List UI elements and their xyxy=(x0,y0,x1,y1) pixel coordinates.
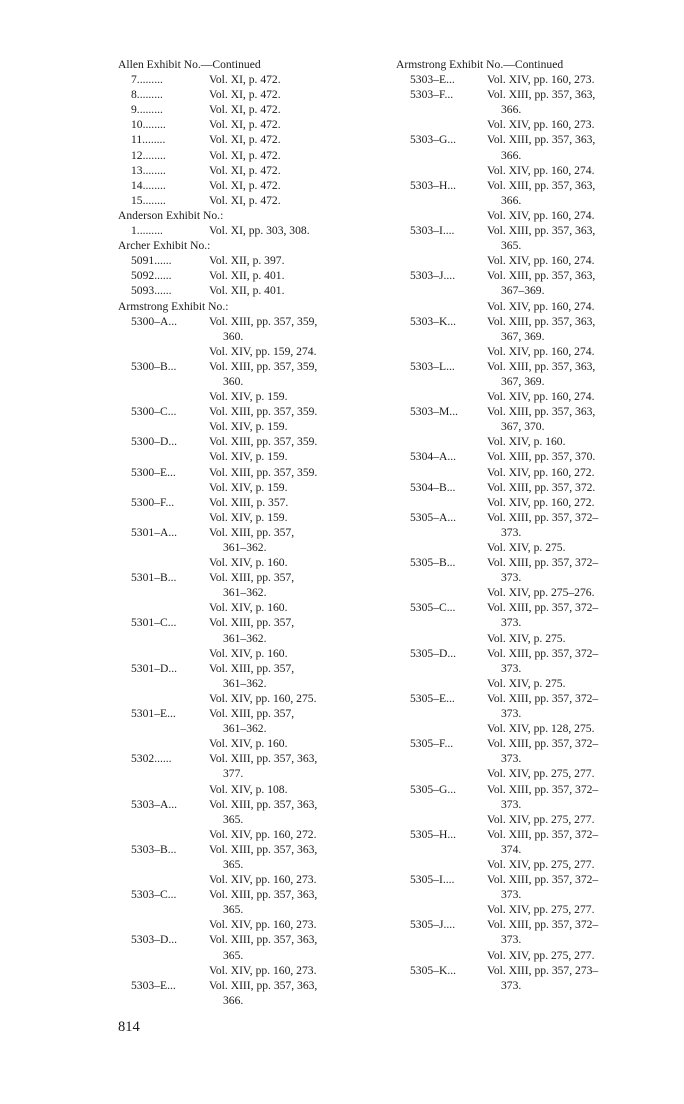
volume-reference: Vol. XIII, pp. 357, 363, xyxy=(209,978,318,992)
volume-reference: 373. xyxy=(501,978,522,992)
index-entry xyxy=(118,223,380,238)
index-entry xyxy=(396,510,666,555)
exhibit-number: 5301–E... xyxy=(131,707,176,721)
volume-references xyxy=(209,72,380,87)
index-entry xyxy=(118,404,380,434)
volume-reference: Vol. XIV, pp. 160, 275. xyxy=(209,691,317,705)
volume-reference: Vol. XIII, pp. 357, 359. xyxy=(209,405,318,419)
volume-reference: Vol. XIV, pp. 160, 273. xyxy=(487,73,595,87)
volume-references xyxy=(209,495,380,525)
index-entry xyxy=(118,193,380,208)
volume-reference: 373. xyxy=(501,616,522,630)
exhibit-number: 5305–G... xyxy=(410,782,457,796)
volume-reference: Vol. XIII, pp. 357, 372. xyxy=(487,480,596,494)
exhibit-number: 5303–D... xyxy=(131,933,178,947)
exhibit-number: 5305–B... xyxy=(410,556,456,570)
volume-reference: 361–362. xyxy=(223,631,267,645)
exhibit-number: 5305–C... xyxy=(410,601,456,615)
index-entry xyxy=(396,449,666,479)
exhibit-number: 15........ xyxy=(131,193,166,207)
exhibit-number: 5302...... xyxy=(131,752,172,766)
exhibit-number: 5091...... xyxy=(131,254,172,268)
volume-references xyxy=(487,782,666,827)
index-entry xyxy=(118,253,380,268)
index-entry xyxy=(118,615,380,660)
volume-reference: Vol. XIV, p. 159. xyxy=(209,450,288,464)
index-entry xyxy=(118,525,380,570)
volume-reference: Vol. XIII, pp. 357, 363, xyxy=(209,797,318,811)
exhibit-number: 5303–E... xyxy=(131,978,176,992)
volume-reference: Vol. XIII, p. 357. xyxy=(209,495,289,509)
volume-reference: Vol. XIII, pp. 357, xyxy=(209,525,295,539)
volume-references xyxy=(209,525,380,570)
index-entry xyxy=(396,132,666,177)
volume-reference: Vol. XIV, p. 160. xyxy=(209,556,288,570)
volume-reference: 367, 369. xyxy=(501,329,545,343)
exhibit-number: 5303–J.... xyxy=(410,269,456,283)
volume-reference: 366. xyxy=(223,993,244,1007)
volume-references xyxy=(487,268,666,313)
volume-reference: 373. xyxy=(501,888,522,902)
exhibit-number: 5305–J.... xyxy=(410,918,456,932)
volume-references xyxy=(209,404,380,434)
volume-reference: 365. xyxy=(223,948,244,962)
index-entry xyxy=(118,314,380,359)
exhibit-number: 5093...... xyxy=(131,284,172,298)
index-heading: Armstrong Exhibit No.: xyxy=(118,299,229,313)
index-entry xyxy=(118,163,380,178)
volume-reference: Vol. XIV, pp. 160, 273. xyxy=(209,918,317,932)
exhibit-number: 5303–M... xyxy=(410,405,458,419)
volume-reference: Vol. XIII, pp. 357, 370. xyxy=(487,450,596,464)
index-entry xyxy=(118,148,380,163)
volume-reference: Vol. XI, p. 472. xyxy=(209,163,281,177)
volume-reference: 367, 369. xyxy=(501,374,545,388)
volume-reference: Vol. XIII, pp. 357, 363, xyxy=(209,842,318,856)
volume-reference: 365. xyxy=(223,812,244,826)
exhibit-number: 1......... xyxy=(131,224,163,238)
index-entry xyxy=(118,132,380,147)
volume-reference: Vol. XIV, pp. 160, 273. xyxy=(209,873,317,887)
volume-reference: Vol. XIV, pp. 160, 272. xyxy=(209,827,317,841)
exhibit-number: 5304–B... xyxy=(410,480,456,494)
volume-reference: Vol. XI, p. 472. xyxy=(209,148,281,162)
volume-references xyxy=(209,102,380,117)
exhibit-number: 5305–F... xyxy=(410,737,454,751)
volume-reference: 373. xyxy=(501,661,522,675)
exhibit-number: 11........ xyxy=(131,133,166,147)
volume-reference: Vol. XI, p. 472. xyxy=(209,73,281,87)
index-entry xyxy=(396,72,666,87)
volume-references xyxy=(487,480,666,510)
exhibit-number: 5301–C... xyxy=(131,616,177,630)
volume-reference: Vol. XIV, pp. 275, 277. xyxy=(487,903,595,917)
exhibit-number: 5300–D... xyxy=(131,435,178,449)
index-entry xyxy=(118,797,380,842)
volume-reference: Vol. XIV, pp. 160, 273. xyxy=(209,963,317,977)
volume-reference: Vol. XIII, pp. 357, 363, xyxy=(487,133,596,147)
volume-reference: Vol. XIII, pp. 357, 363, xyxy=(487,359,596,373)
volume-reference: Vol. XIV, pp. 275–276. xyxy=(487,586,595,600)
volume-references xyxy=(209,434,380,464)
volume-references xyxy=(209,314,380,359)
volume-reference: Vol. XI, p. 472. xyxy=(209,193,281,207)
index-entry xyxy=(396,872,666,917)
page-number: 814 xyxy=(118,1019,140,1035)
volume-reference: Vol. XIV, p. 159. xyxy=(209,480,288,494)
volume-references xyxy=(209,797,380,842)
volume-reference: Vol. XIV, p. 160. xyxy=(209,646,288,660)
index-entry xyxy=(396,691,666,736)
volume-reference: Vol. XIV, p. 160. xyxy=(487,435,566,449)
volume-references xyxy=(209,268,380,283)
volume-references xyxy=(487,510,666,555)
volume-reference: Vol. XIII, pp. 357, 372– xyxy=(487,873,599,887)
volume-references xyxy=(487,314,666,359)
index-entry xyxy=(118,465,380,495)
volume-reference: Vol. XIII, pp. 357, xyxy=(209,616,295,630)
index-entry xyxy=(396,314,666,359)
volume-reference: 367, 370. xyxy=(501,420,545,434)
volume-references xyxy=(487,646,666,691)
volume-references xyxy=(209,359,380,404)
volume-reference: Vol. XIII, pp. 357, 359. xyxy=(209,435,318,449)
exhibit-number: 5305–E... xyxy=(410,691,455,705)
index-entry xyxy=(396,555,666,600)
volume-reference: Vol. XIII, pp. 357, xyxy=(209,661,295,675)
exhibit-number: 5305–D... xyxy=(410,646,457,660)
volume-reference: Vol. XIII, pp. 357, 363, xyxy=(209,933,318,947)
volume-reference: Vol. XIV, pp. 275, 277. xyxy=(487,767,595,781)
exhibit-number: 5300–E... xyxy=(131,465,176,479)
volume-reference: Vol. XIII, pp. 357, 363, xyxy=(487,178,596,192)
volume-reference: 377. xyxy=(223,767,244,781)
volume-reference: Vol. XIII, pp. 357, 372– xyxy=(487,601,599,615)
volume-reference: Vol. XI, p. 472. xyxy=(209,118,281,132)
volume-references xyxy=(487,72,666,87)
volume-reference: 361–362. xyxy=(223,722,267,736)
volume-reference: Vol. XIV, pp. 160, 273. xyxy=(487,118,595,132)
index-entry xyxy=(396,827,666,872)
volume-reference: 373. xyxy=(501,707,522,721)
volume-reference: 374. xyxy=(501,842,522,856)
volume-reference: Vol. XIV, pp. 160, 274. xyxy=(487,208,595,222)
index-entry xyxy=(396,268,666,313)
volume-references xyxy=(209,842,380,887)
volume-reference: Vol. XIII, pp. 357, 359, xyxy=(209,359,318,373)
index-entry xyxy=(396,782,666,827)
volume-reference: 366. xyxy=(501,193,522,207)
exhibit-number: 5301–A... xyxy=(131,525,178,539)
volume-references xyxy=(487,87,666,132)
index-entry xyxy=(118,932,380,977)
volume-reference: Vol. XIII, pp. 357, 372– xyxy=(487,510,599,524)
volume-references xyxy=(487,600,666,645)
volume-reference: Vol. XIII, pp. 357, 372– xyxy=(487,918,599,932)
volume-references xyxy=(209,132,380,147)
index-entry xyxy=(118,661,380,706)
volume-reference: Vol. XIV, pp. 160, 274. xyxy=(487,299,595,313)
volume-reference: 361–362. xyxy=(223,586,267,600)
exhibit-number: 5092...... xyxy=(131,269,172,283)
exhibit-number: 10........ xyxy=(131,118,166,132)
volume-references xyxy=(487,449,666,479)
volume-reference: 360. xyxy=(223,374,244,388)
index-entry xyxy=(118,751,380,796)
exhibit-number: 5303–G... xyxy=(410,133,457,147)
volume-reference: 360. xyxy=(223,329,244,343)
exhibit-number: 5303–F... xyxy=(410,88,454,102)
volume-reference: Vol. XIII, pp. 357, 372– xyxy=(487,827,599,841)
volume-reference: Vol. XII, p. 401. xyxy=(209,284,285,298)
left-index-column xyxy=(118,57,380,1008)
exhibit-number: 8......... xyxy=(131,88,163,102)
volume-reference: Vol. XII, p. 397. xyxy=(209,254,285,268)
volume-references xyxy=(209,87,380,102)
volume-reference: Vol. XIV, pp. 159, 274. xyxy=(209,344,317,358)
volume-references xyxy=(209,163,380,178)
exhibit-number: 5300–B... xyxy=(131,359,177,373)
volume-references xyxy=(487,963,666,993)
volume-reference: Vol. XIV, p. 275. xyxy=(487,631,566,645)
volume-reference: 365. xyxy=(223,903,244,917)
volume-references xyxy=(209,193,380,208)
volume-reference: Vol. XIII, pp. 357, xyxy=(209,571,295,585)
volume-reference: Vol. XIII, pp. 357, 363, xyxy=(487,88,596,102)
index-entry xyxy=(396,917,666,962)
volume-reference: Vol. XI, p. 472. xyxy=(209,178,281,192)
volume-reference: 373. xyxy=(501,571,522,585)
volume-reference: Vol. XIV, pp. 160, 274. xyxy=(487,254,595,268)
exhibit-number: 5300–A... xyxy=(131,314,178,328)
volume-references xyxy=(209,570,380,615)
exhibit-number: 12........ xyxy=(131,148,166,162)
exhibit-number: 5303–K... xyxy=(410,314,457,328)
volume-reference: Vol. XI, p. 472. xyxy=(209,103,281,117)
index-entry xyxy=(396,359,666,404)
exhibit-number: 5305–I.... xyxy=(410,873,455,887)
volume-reference: 361–362. xyxy=(223,541,267,554)
exhibit-number: 5300–F... xyxy=(131,495,175,509)
exhibit-number: 5301–B... xyxy=(131,571,177,585)
exhibit-number: 5301–D... xyxy=(131,661,178,675)
index-entry xyxy=(118,978,380,1008)
index-entry xyxy=(396,178,666,223)
index-entry xyxy=(118,283,380,298)
volume-reference: 373. xyxy=(501,797,522,811)
volume-reference: Vol. XIII, pp. 357, 372– xyxy=(487,737,599,751)
index-heading: Archer Exhibit No.: xyxy=(118,239,211,253)
volume-reference: Vol. XIV, p. 159. xyxy=(209,390,288,404)
volume-references xyxy=(487,736,666,781)
exhibit-number: 9......... xyxy=(131,103,163,117)
volume-references xyxy=(209,887,380,932)
exhibit-number: 5303–I.... xyxy=(410,224,455,238)
volume-reference: Vol. XIV, pp. 275, 277. xyxy=(487,812,595,826)
volume-reference: Vol. XIV, p. 160. xyxy=(209,601,288,615)
index-entry xyxy=(396,87,666,132)
exhibit-number: 5303–B... xyxy=(131,842,177,856)
volume-reference: 366. xyxy=(501,103,522,117)
volume-reference: 367–369. xyxy=(501,284,545,298)
volume-references xyxy=(487,132,666,177)
volume-reference: Vol. XI, p. 472. xyxy=(209,133,281,147)
exhibit-number: 5303–C... xyxy=(131,888,177,902)
right-index-column xyxy=(396,57,666,993)
volume-reference: Vol. XIV, pp. 160, 272. xyxy=(487,465,595,479)
exhibit-number: 5303–L... xyxy=(410,359,455,373)
volume-reference: Vol. XIII, pp. 357, 363, xyxy=(209,752,318,766)
volume-reference: Vol. XIII, pp. 357, 372– xyxy=(487,556,599,570)
volume-reference: Vol. XIII, pp. 357, 359, xyxy=(209,314,318,328)
volume-reference: 361–362. xyxy=(223,676,267,690)
index-entry xyxy=(118,72,380,87)
volume-reference: Vol. XIV, p. 275. xyxy=(487,676,566,690)
index-heading: Allen Exhibit No.—Continued xyxy=(118,58,261,71)
exhibit-number: 5303–H... xyxy=(410,178,457,192)
exhibit-number: 5303–E... xyxy=(410,73,455,87)
volume-reference: Vol. XIII, pp. 357, 363, xyxy=(487,405,596,419)
index-entry xyxy=(396,736,666,781)
volume-reference: Vol. XIII, pp. 357, 363, xyxy=(209,888,318,902)
volume-references xyxy=(209,706,380,751)
volume-references xyxy=(487,404,666,449)
volume-reference: Vol. XIV, p. 275. xyxy=(487,541,566,554)
index-entry xyxy=(118,268,380,283)
volume-reference: Vol. XIII, pp. 357, 372– xyxy=(487,782,599,796)
volume-references xyxy=(209,615,380,660)
volume-reference: 373. xyxy=(501,752,522,766)
index-entry xyxy=(118,87,380,102)
index-entry xyxy=(396,480,666,510)
volume-reference: Vol. XIV, pp. 128, 275. xyxy=(487,722,595,736)
volume-reference: Vol. XIV, pp. 160, 274. xyxy=(487,390,595,404)
exhibit-number: 5300–C... xyxy=(131,405,177,419)
volume-reference: 373. xyxy=(501,933,522,947)
volume-references xyxy=(209,661,380,706)
volume-references xyxy=(487,917,666,962)
index-entry xyxy=(118,102,380,117)
volume-references xyxy=(487,555,666,600)
exhibit-number: 13........ xyxy=(131,163,166,177)
volume-references xyxy=(209,751,380,796)
volume-reference: Vol. XIII, pp. 357, xyxy=(209,707,295,721)
volume-reference: Vol. XIV, p. 108. xyxy=(209,782,288,796)
exhibit-number: 5303–A... xyxy=(131,797,178,811)
volume-reference: Vol. XIII, pp. 357, 363, xyxy=(487,314,596,328)
exhibit-number: 5304–A... xyxy=(410,450,457,464)
volume-reference: Vol. XIV, p. 159. xyxy=(209,510,288,524)
volume-reference: Vol. XIII, pp. 357, 363, xyxy=(487,269,596,283)
volume-reference: Vol. XIII, pp. 357, 359. xyxy=(209,465,318,479)
volume-reference: 366. xyxy=(501,148,522,162)
index-entry xyxy=(118,117,380,132)
volume-reference: Vol. XIV, pp. 160, 274. xyxy=(487,344,595,358)
volume-references xyxy=(487,872,666,917)
index-entry xyxy=(118,706,380,751)
exhibit-number: 14........ xyxy=(131,178,166,192)
volume-references xyxy=(209,932,380,977)
volume-references xyxy=(487,827,666,872)
volume-reference: Vol. XII, p. 401. xyxy=(209,269,285,283)
volume-reference: 373. xyxy=(501,525,522,539)
volume-reference: Vol. XIII, pp. 357, 372– xyxy=(487,691,599,705)
index-entry xyxy=(396,223,666,268)
index-entry xyxy=(118,359,380,404)
volume-references xyxy=(209,178,380,193)
index-entry xyxy=(118,842,380,887)
volume-reference: Vol. XIV, pp. 275, 277. xyxy=(487,948,595,962)
volume-references xyxy=(487,691,666,736)
volume-reference: Vol. XIV, pp. 160, 272. xyxy=(487,495,595,509)
exhibit-number: 5305–H... xyxy=(410,827,457,841)
index-entry xyxy=(396,646,666,691)
volume-reference: Vol. XIV, p. 159. xyxy=(209,420,288,434)
exhibit-number: 5305–A... xyxy=(410,510,457,524)
volume-references xyxy=(487,223,666,268)
volume-reference: Vol. XI, p. 472. xyxy=(209,88,281,102)
index-heading: Armstrong Exhibit No.—Continued xyxy=(396,58,564,71)
volume-reference: Vol. XIV, pp. 160, 274. xyxy=(487,163,595,177)
volume-reference: 365. xyxy=(501,239,522,253)
volume-reference: Vol. XIII, pp. 357, 363, xyxy=(487,224,596,238)
volume-references xyxy=(487,359,666,404)
exhibit-number: 5305–K... xyxy=(410,963,457,977)
index-entry xyxy=(118,434,380,464)
index-entry xyxy=(396,963,666,993)
index-entry xyxy=(118,178,380,193)
volume-references xyxy=(209,283,380,298)
volume-references xyxy=(209,465,380,495)
volume-reference: Vol. XIV, p. 160. xyxy=(209,737,288,751)
volume-reference: Vol. XIV, pp. 275, 277. xyxy=(487,857,595,871)
index-entry xyxy=(118,570,380,615)
exhibit-number: 7......... xyxy=(131,73,163,87)
volume-references xyxy=(209,223,380,238)
index-entry xyxy=(118,887,380,932)
index-entry xyxy=(118,495,380,525)
index-entry xyxy=(396,404,666,449)
volume-reference: Vol. XIII, pp. 357, 372– xyxy=(487,646,599,660)
volume-references xyxy=(487,178,666,223)
volume-reference: 365. xyxy=(223,857,244,871)
volume-references xyxy=(209,148,380,163)
volume-reference: Vol. XI, pp. 303, 308. xyxy=(209,224,310,238)
index-entry xyxy=(396,600,666,645)
volume-reference: Vol. XIII, pp. 357, 273– xyxy=(487,963,599,977)
volume-references xyxy=(209,978,380,1008)
index-heading: Anderson Exhibit No.: xyxy=(118,208,224,222)
volume-references xyxy=(209,253,380,268)
volume-references xyxy=(209,117,380,132)
